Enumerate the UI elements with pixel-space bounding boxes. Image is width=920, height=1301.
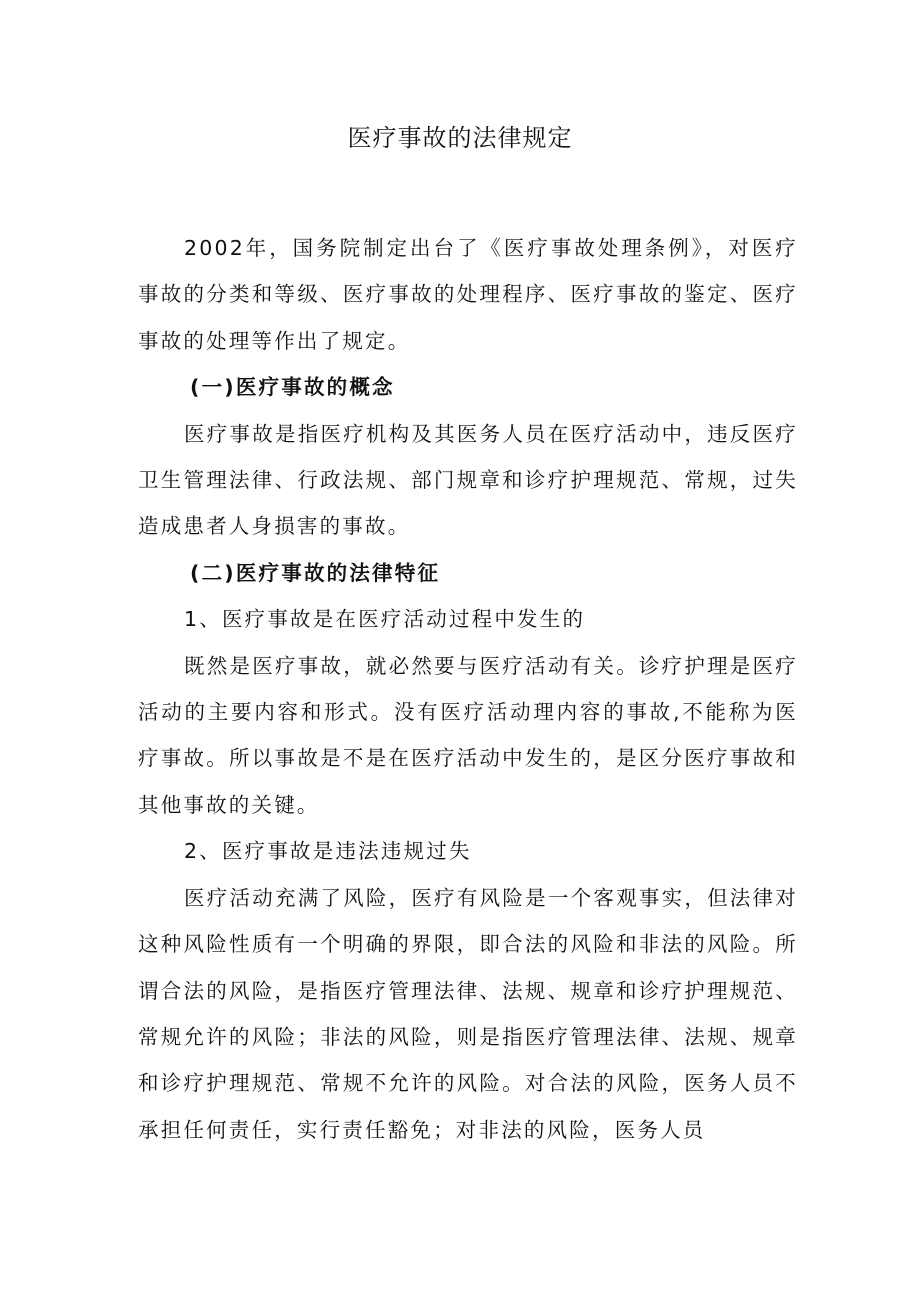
document-body <box>138 225 798 1153</box>
paragraph-feature-1: 既然是医疗事故，就必然要与医疗活动有关。诊疗护理是医疗活动的主要内容和形式。没有医疗活动理内容的事故,不能称为医疗事故。所以事故是不是在医疗活动中发生的，是区分医疗事故和其他事故的关键。 <box>138 653 798 817</box>
page-title: 医疗事故的法律规定 <box>347 124 573 152</box>
paragraph-feature-2: 医疗活动充满了风险，医疗有风险是一个客观事实，但法律对这种风险性质有一个明确的界限，即合法的风险和非法的风险。所谓合法的风险，是指医疗管理法律、法规、规章和诊疗护理规范、常规允许的风险；非法的风险，则是指医疗管理法律、法规、规章和诊疗护理规范、常规不允许的风险。对合法的风险，医务人员不承担任何责任，实行责任豁免；对非法的风险，医务人员 <box>138 885 798 1142</box>
paragraph-concept: 医疗事故是指医疗机构及其医务人员在医疗活动中，违反医疗卫生管理法律、行政法规、部门规章和诊疗护理规范、常规，过失造成患者人身损害的事故。 <box>138 421 798 539</box>
subheading-feature-1: 1、医疗事故是在医疗活动过程中发生的 <box>184 607 586 632</box>
section-heading-features: (二)医疗事故的法律特征 <box>190 560 441 585</box>
subheading-feature-2: 2、医疗事故是违法违规过失 <box>184 839 472 864</box>
section-heading-concept: (一)医疗事故的概念 <box>190 375 395 400</box>
paragraph-intro: 2002年，国务院制定出台了《医疗事故处理条例》，对医疗事故的分类和等级、医疗事故的处理程序、医疗事故的鉴定、医疗事故的处理等作出了规定。 <box>138 236 798 353</box>
